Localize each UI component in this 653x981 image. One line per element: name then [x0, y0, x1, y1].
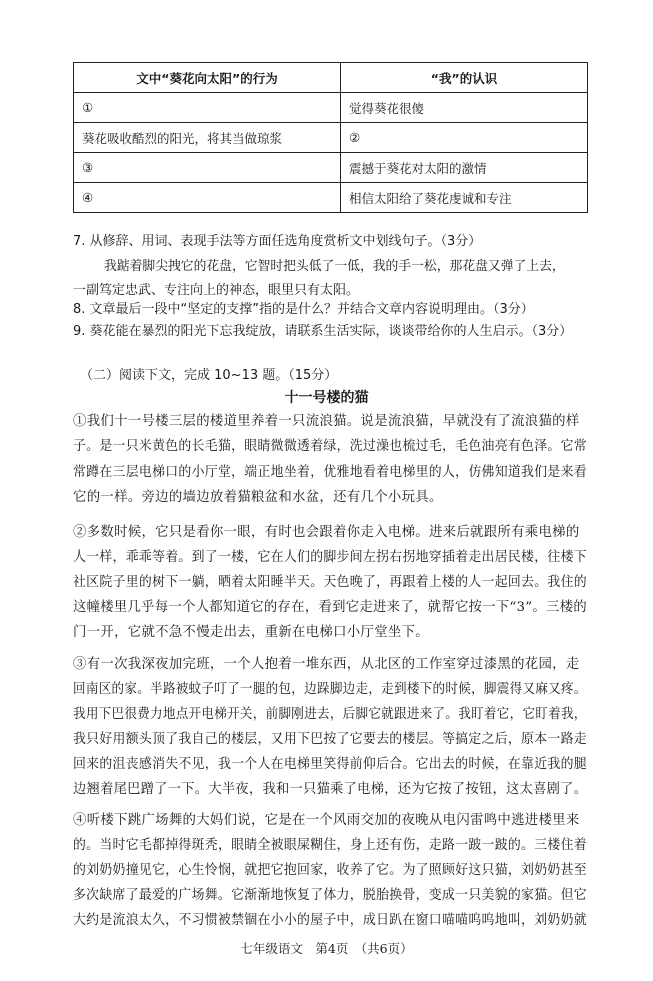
- quoted-sentence-line: 一副笃定忠武、专注向上的神态，眼里只有太阳。: [73, 283, 360, 298]
- table-cell: 觉得葵花很傻: [341, 93, 588, 123]
- paragraph-line: ②多数时候，它只是看你一眼，有时也会跟着你走入电梯。进来后就跟所有乘电梯的: [73, 525, 580, 540]
- table-header-row: [74, 63, 588, 93]
- table-cell: ③: [74, 153, 341, 183]
- paragraph-line: 回来的沮丧感消失不见，我一个人在电梯里笑得前仰后合。它出去的时候，在靠近我的腿: [73, 757, 587, 772]
- paragraph-line: 大约是流浪太久，不习惯被禁锢在小小的屋子中，成日趴在窗口喵喵呜呜地叫，刘奶奶就: [73, 913, 587, 928]
- comparison-table: [73, 62, 588, 213]
- page-footer: 七年级语文 第4页 （共6页）: [240, 941, 413, 956]
- paragraph-line: 子。是一只米黄色的长毛猫，眼睛微微透着绿，洗过澡也梳过毛，毛色油亮有色泽。它常: [73, 439, 587, 454]
- table-row: [74, 183, 588, 213]
- paragraph-line: 回南区的家。半路被蚊子叮了一腿的包，边跺脚边走，走到楼下的时候，脚震得又麻又疼。: [73, 682, 587, 697]
- paragraph-line: 多次缺席了最爱的广场舞。它渐渐地恢复了体力，脱胎换骨，变成一只美貌的家猫。但它: [73, 888, 587, 903]
- paragraph-line: ④听楼下跳广场舞的大妈们说，它是在一个风雨交加的夜晚从电闪雷鸣中逃进楼里来: [73, 813, 580, 828]
- paragraph-line: 人一样，乖乖等着。到了一楼，它在人们的脚步间左拐右拐地穿插着走出居民楼，往楼下: [73, 550, 587, 565]
- table-cell: ①: [74, 93, 341, 123]
- paragraph-line: 常蹲在三层电梯口的小厅堂，端正地坐着，优雅地看着电梯里的人，仿佛知道我们是来看: [73, 465, 587, 480]
- paragraph-line: 这幢楼里几乎每一个人都知道它的存在，看到它走进来了，就帮它按一下“3”。三楼的: [73, 600, 587, 615]
- table-cell: 相信太阳给了葵花虔诚和专注: [341, 183, 588, 213]
- table-header-cell: 文中“葵花向太阳”的行为: [74, 63, 341, 93]
- paragraph-line: 社区院子里的树下一躺，晒着太阳睡半天。天色晚了，再跟着上楼的人一起回去。我住的: [73, 575, 587, 590]
- article-title: 十一号楼的猫: [284, 390, 369, 406]
- question-9: 9. 葵花能在暴烈的阳光下忘我绽放，请联系生活实际，谈谈带给你的人生启示。（3分）: [73, 324, 573, 339]
- paragraph-line: 它的一样。旁边的墙边放着猫粮盆和水盆，还有几个小玩具。: [73, 490, 443, 505]
- table-cell: 震撼于葵花对太阳的激情: [341, 153, 588, 183]
- paragraph-line: 我用下巴很费力地点开电梯开关，前脚刚进去，后脚它就跟进来了。我盯着它，它盯着我，: [73, 707, 587, 722]
- question-7: 7. 从修辞、用词、表现手法等方面任选角度赏析文中划线句子。（3分）: [73, 234, 482, 249]
- table-row: [74, 153, 588, 183]
- paragraph-line: 我只好用额头顶了我自己的楼层，又用下巴按了它要去的楼层。等搞定之后，原本一路走: [73, 732, 587, 747]
- section-heading: （二）阅读下文，完成 10~13 题。（15分）: [80, 368, 338, 383]
- table-cell: ②: [341, 123, 588, 153]
- table-header-cell: “我”的认识: [341, 63, 588, 93]
- paragraph-line: 的。当时它毛都掉得斑秃，眼睛全被眼屎糊住，身上还有伤，走路一跛一跛的。三楼住着: [73, 838, 587, 853]
- paragraph-line: 的刘奶奶撞见它，心生怜悯，就把它抱回家，收养了它。为了照顾好这只猫，刘奶奶甚至: [73, 863, 587, 878]
- paragraph-line: ①我们十一号楼三层的楼道里养着一只流浪猫。说是流浪猫，早就没有了流浪猫的样: [73, 414, 580, 429]
- question-8: 8. 文章最后一段中“坚定的支撑”指的是什么？并结合文章内容说明理由。（3分）: [73, 302, 534, 317]
- table-cell: ④: [74, 183, 341, 213]
- quoted-sentence-line: 我踮着脚尖拽它的花盘，它智时把头低了一低，我的手一松，那花盘又弹了上去，: [104, 259, 565, 274]
- paragraph-line: 门一开，它就不急不慢走出去，重新在电梯口小厅堂坐下。: [73, 625, 429, 640]
- table-cell: 葵花吸收酷烈的阳光，将其当做琼浆: [74, 123, 341, 153]
- table-row: [74, 123, 588, 153]
- table-row: [74, 93, 588, 123]
- paragraph-line: ③有一次我深夜加完班，一个人抱着一堆东西，从北区的工作室穿过漆黑的花园，走: [73, 657, 580, 672]
- paragraph-line: 边翘着尾巴蹭了一下。大半夜，我和一只猫乘了电梯，还为它按了按钮，这太喜剧了。: [73, 782, 588, 797]
